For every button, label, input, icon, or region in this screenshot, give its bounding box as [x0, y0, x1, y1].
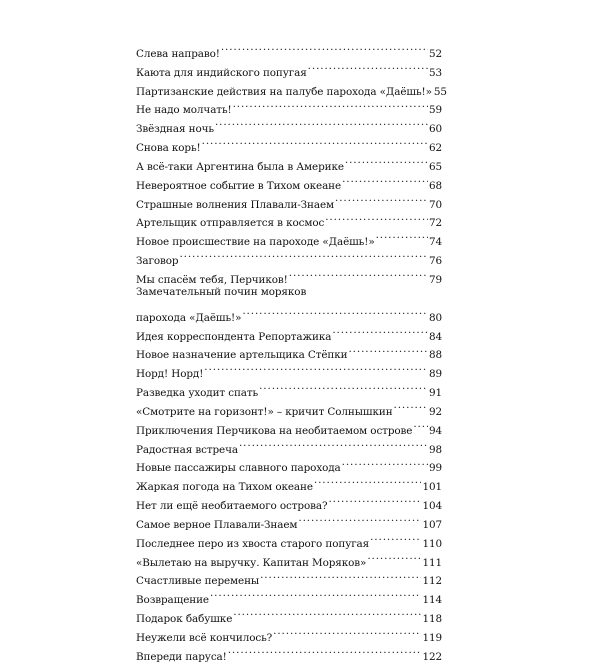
toc-entry-title: Счастливые перемены [136, 575, 260, 588]
toc-entry-page: 76 [428, 255, 442, 268]
toc-entry-page: 114 [422, 594, 442, 607]
dot-leader [332, 321, 428, 340]
toc-entry-page: 53 [428, 66, 442, 79]
toc-entry [136, 170, 442, 192]
toc-entry [136, 57, 442, 79]
toc-entry-title: Новое происшествие на пароходе «Даёшь!» [136, 236, 375, 249]
toc-entry [136, 528, 442, 550]
dot-leader [179, 245, 428, 264]
dot-leader [342, 453, 428, 472]
dot-leader [367, 547, 421, 566]
toc-entry-page: 111 [422, 556, 442, 569]
toc-entry [136, 358, 442, 381]
dot-leader [308, 57, 428, 76]
dot-leader [233, 95, 428, 114]
dot-leader [394, 396, 428, 415]
toc-entry-title: Жаркая погода на Тихом океане [136, 481, 313, 494]
table-of-contents [136, 38, 447, 663]
dot-leader [325, 208, 428, 227]
dot-leader [314, 471, 422, 490]
toc-entry [136, 151, 442, 173]
toc-entry-page: 101 [422, 481, 442, 494]
toc-entry-page: 119 [422, 632, 442, 644]
toc-entry [136, 340, 442, 362]
toc-entry-title: «Смотрите на горизонт!» – кричит Солнышкин [136, 405, 393, 418]
toc-entry-title: Последнее перо из хвоста старого попугая [136, 537, 370, 550]
toc-entry-title: Норд! Норд! [136, 368, 204, 381]
dot-leader [298, 509, 421, 528]
toc-entry [136, 113, 442, 136]
toc-entry-page: 74 [428, 236, 442, 249]
toc-entry-page: 62 [428, 142, 442, 155]
toc-entry [136, 471, 442, 494]
toc-entry-page: 79 [428, 273, 442, 286]
dot-leader [376, 226, 428, 245]
toc-entry-title: А всё-таки Аргентина была в Америке [136, 160, 344, 173]
dot-leader [335, 189, 428, 208]
dot-leader [328, 490, 421, 509]
toc-entry-page: 65 [428, 160, 442, 173]
toc-entry-title: Новое назначение артельщика Стёпки [136, 349, 348, 362]
toc-entry-title: Самое верное Плавали-Знаем [136, 518, 298, 531]
toc-entry [136, 226, 442, 249]
dot-leader [345, 151, 428, 170]
toc-entry-page: 84 [428, 330, 442, 343]
toc-entry-page: 72 [428, 217, 442, 230]
toc-entry [136, 283, 442, 324]
toc-entry-page: 52 [428, 47, 442, 60]
dot-leader [413, 415, 428, 434]
dot-leader [239, 434, 428, 453]
toc-entry [136, 95, 442, 117]
toc-entry-page: 92 [428, 405, 442, 418]
toc-entry-title: Нет ли ещё необитаемого острова? [136, 500, 328, 513]
toc-entry-title: Снова корь! [136, 142, 201, 155]
toc-entry-page: 110 [422, 537, 442, 550]
toc-entry [136, 208, 442, 230]
toc-entry-title: Возвращение [136, 594, 209, 607]
toc-entry [136, 321, 442, 343]
toc-entry-title: Идея корреспондента Репортажика [136, 330, 332, 343]
toc-entry-title: «Вылетаю на выручку. Капитан Моряков» [136, 556, 367, 569]
toc-entry-page: 55 [433, 85, 447, 98]
toc-entry-title: Партизанские действия на палубе парохода «Даёшь!» [136, 85, 432, 98]
toc-entry-page: 112 [422, 575, 442, 588]
toc-entry [136, 566, 442, 588]
toc-entry [136, 415, 442, 437]
dot-leader [204, 358, 428, 377]
dot-leader [215, 113, 428, 132]
toc-entry [136, 490, 442, 513]
toc-entry-title: Приключения Перчикова на необитаемом острове [136, 424, 413, 437]
toc-entry [136, 509, 442, 531]
toc-entry-title: Страшные волнения Плавали-Знаем [136, 198, 335, 211]
toc-entry [136, 547, 442, 569]
dot-leader [370, 528, 421, 547]
toc-entry-page: 107 [422, 518, 442, 531]
toc-entry-page: 89 [428, 368, 442, 381]
toc-entry-title: Радостная встреча [136, 443, 238, 456]
dot-leader [273, 622, 421, 641]
toc-entry [136, 622, 442, 644]
toc-entry-title: Заговор [136, 255, 179, 268]
toc-entry-page: 68 [428, 179, 442, 192]
toc-entry-title: парохода «Даёшь!» [136, 311, 242, 324]
dot-leader [233, 603, 421, 622]
dot-leader [228, 641, 422, 660]
toc-entry [136, 245, 442, 268]
dot-leader [242, 302, 428, 321]
toc-entry [136, 38, 442, 60]
toc-entry [136, 641, 442, 663]
dot-leader [260, 566, 421, 585]
toc-entry [136, 132, 442, 155]
toc-entry-page: 118 [422, 613, 442, 626]
dot-leader [221, 38, 428, 57]
toc-entry-title: Невероятное событие в Тихом океане [136, 179, 342, 192]
toc-entry [136, 76, 447, 98]
toc-entry-page: 80 [428, 311, 442, 324]
toc-entry-page: 104 [422, 500, 442, 513]
toc-entry-page: 94 [428, 424, 442, 437]
toc-entry [136, 603, 442, 626]
toc-entry [136, 434, 442, 456]
toc-entry-title: Неужели всё кончилось? [136, 632, 273, 644]
dot-leader [289, 264, 428, 283]
toc-entry-page: 59 [428, 104, 442, 117]
dot-leader [342, 170, 428, 189]
toc-entry-page: 88 [428, 349, 442, 362]
toc-entry-page: 122 [422, 650, 442, 663]
toc-entry [136, 189, 442, 211]
toc-entry-title-line1: Замечательный почин моряков [136, 285, 307, 298]
toc-entry-page: 70 [428, 198, 442, 211]
toc-entry [136, 453, 442, 475]
dot-leader [210, 584, 421, 603]
dot-leader [259, 377, 428, 396]
toc-entry-page: 91 [428, 387, 442, 400]
toc-entry-title: Мы спасём тебя, Перчиков! [136, 273, 288, 286]
toc-entry-page: 99 [428, 462, 442, 475]
toc-entry-title: Разведка уходит спать [136, 387, 259, 400]
toc-entry [136, 377, 442, 400]
toc-entry-page: 60 [428, 123, 442, 136]
toc-entry-title: Подарок бабушке [136, 613, 233, 626]
toc-entry [136, 396, 442, 418]
toc-entry-title: Звёздная ночь [136, 123, 214, 136]
toc-entry [136, 584, 442, 607]
toc-entry-title: Впереди паруса! [136, 650, 227, 663]
toc-entry-title: Артельщик отправляется в космос [136, 217, 325, 230]
toc-entry-page: 98 [428, 443, 442, 456]
toc-entry-title: Слева направо! [136, 47, 220, 60]
toc-entry-title: Каюта для индийского попугая [136, 66, 307, 79]
dot-leader [348, 340, 427, 359]
toc-entry-title: Новые пассажиры славного парохода [136, 462, 341, 475]
toc-entry-title: Не надо молчать! [136, 104, 232, 117]
dot-leader [202, 132, 428, 151]
toc-entry [136, 264, 442, 286]
